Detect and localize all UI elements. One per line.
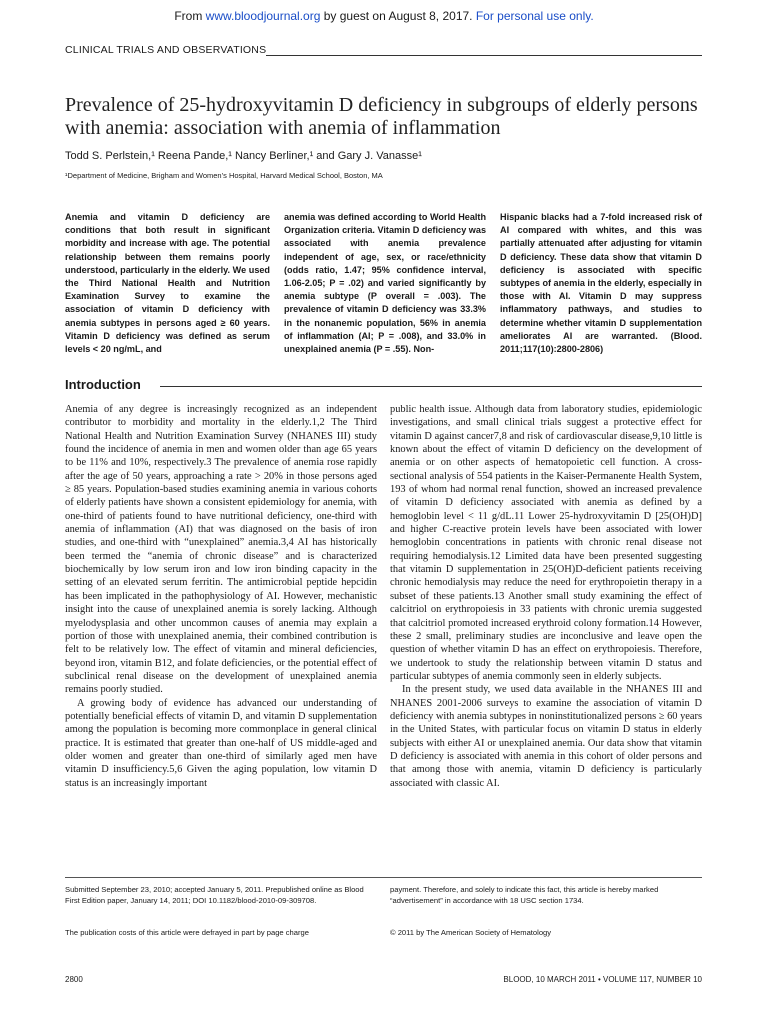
paragraph: public health issue. Although data from laboratory studies, epidemiologic investigations, and small clinical trials suggest a protective effect for vitamin D against cancer7,8 and risk of cardiovascular disease,9,10 little is known about the effect of vitamin D deficiency on the development of anemia or on other aspects of hematopoietic cell function. A cross-sectional analysis of 554 patients in the Kaiser-Permanente Health System, 193 of whom had normal renal function, showed an increased prevalence of vitamin D deficiency associated with anemia as defined by a hemoglobin level < 11 g/dL.11 Lower 25-hydroxyvitamin D [25(OH)D] and higher C-reactive protein levels have been associated with lower hemoglobin concentrations in patients with chronic renal disease not requiring hemodialysis.12 Limited data have been presented suggesting that vitamin D supplementation in 25(OH)D-deficient patients receiving chronic hemodialysis may reduce the need for erythropoietin therapy in a subset of these patients.13 Another small study examining the effect of calcitriol on erythropoiesis in 33 patients with chronic uremia suggested that calcitriol promoted increased erythroid colony formation.14 However, these 2 small, preliminary studies are inconclusive and leave open the question of whether vitamin D has an effect on erythropoiesis. Therefore, we undertook to study the relationship between vitamin D status and particular subtypes of anemia commonly seen in elderly subjects. <box>390 404 702 682</box>
abstract-column-3: Hispanic blacks had a 7-fold increased risk of AI compared with whites, and this was partially attenuated after adjusting for vitamin D deficiency. These data show that vitamin D deficiency is associated with specific subtypes of anemia in the elderly, especially in those with AI. Vitamin D may suppress inflammatory pathways, and studies to determine whether vitamin D supplementation ameliorates AI are warranted. (Blood. 2011;117(10):2800-2806) <box>500 212 702 355</box>
journal-reference: BLOOD, 10 MARCH 2011 • VOLUME 117, NUMBER 10 <box>503 975 702 984</box>
banner-middle: by guest on August 8, 2017. <box>320 9 476 23</box>
author-list: Todd S. Perlstein,¹ Reena Pande,¹ Nancy Berliner,¹ and Gary J. Vanasse¹ <box>65 150 422 162</box>
banner-prefix: From <box>174 9 206 23</box>
body-column-left <box>65 403 377 790</box>
paragraph: A growing body of evidence has advanced our understanding of potentially beneficial effects of vitamin D, and vitamin D supplementation among the population is becoming more commonplace in general clinical practice. It is estimated that greater than one-half of US middle-aged and older women and greater than one-third of similarly aged men have vitamin D insufficiency.5,6 Given the aging population, low vitamin D status is an increasingly important <box>65 697 377 789</box>
introduction-heading: Introduction <box>65 377 141 392</box>
advertisement-note: payment. Therefore, and solely to indicate this fact, this article is hereby marked “advertisement” in accordance with 18 USC section 1734. <box>390 885 659 905</box>
author-affiliation: ¹Department of Medicine, Brigham and Women’s Hospital, Harvard Medical School, Boston, MA <box>65 171 383 180</box>
download-banner <box>0 9 768 23</box>
abstract-column-2: anemia was defined according to World Health Organization criteria. Vitamin D deficiency was associated with anemia prevalence independent of age, sex, or race/ethnicity (odds ratio, 1.47; 95% confidence interval, 1.06-2.05; P = .02) and varied significantly by anemia subtype (P overall = .003). The prevalence of vitamin D deficiency was 33.3% in the nonanemic population, 56% in anemia of inflammation (AI; P = .008), and 33.0% in unexplained anemia (P = .55). Non- <box>284 212 486 355</box>
personal-use-link[interactable]: For personal use only. <box>475 9 594 23</box>
copyright-note: © 2011 by The American Society of Hematology <box>390 928 552 937</box>
publication-costs-note: The publication costs of this article were defrayed in part by page charge <box>65 928 309 937</box>
paragraph: In the present study, we used data available in the NHANES III and NHANES 2001-2006 surveys to examine the association of vitamin D deficiency with anemia subtypes in noninstitutionalized persons ≥ 60 years in the United States, with particular focus on vitamin D status in elderly subjects with either AI or unexplained anemia. Our data show that vitamin D deficiency is associated with anemia in this cohort of older persons and that among those with anemia, vitamin D deficiency is particularly associated with classic AI. <box>390 684 702 789</box>
journal-site-link[interactable]: www.bloodjournal.org <box>205 9 321 23</box>
paragraph: Anemia of any degree is increasingly recognized as an independent contributor to morbidity and mortality in the elderly.1,2 The Third National Health and Nutrition Examination Survey (NHANES III) study found the incidence of anemia in men and women older than age 65 years to be 11% and 10%, respectively.3 The prevalence of anemia rose rapidly after the age of 50 years, approaching a rate > 20% in those persons aged ≥ 85 years. Population-based studies examining anemia in various cohorts of elderly patients have shown a consistent epidemiology for anemia, with one-third of patients found to have nutritional deficiency, one-third with anemia of inflammation (AI) that was diagnosed on the basis of iron studies, and one-third with “unexplained” anemia.3,4 AI has historically been termed the “anemia of chronic disease” and is characterized biochemically by low serum iron and low iron binding capacity in the setting of an elevated serum ferritin. The antimicrobial peptide hepcidin has been implicated in the pathophysiology of AI. However, mechanistic insight into the cause of unexplained anemia is sorely lacking. Although myelodysplasia and other uncommon causes of anemia may explain a portion of those with unexplained anemia, their combined contribution is felt to be relatively low. The effect of vitamin and mineral deficiencies, beyond iron, vitamin B12, and folate deficiencies, or the potential effect of subclinical renal disease on the development of unexplained anemia remains poorly studied. <box>65 404 377 696</box>
footnote-divider <box>65 877 702 878</box>
submission-note: Submitted September 23, 2010; accepted January 5, 2011. Prepublished online as Blood First Edition paper, January 14, 2011; DOI 10.1182/blood-2010-09-309708. <box>65 885 364 905</box>
section-label: CLINICAL TRIALS AND OBSERVATIONS <box>65 44 267 56</box>
page-number: 2800 <box>65 975 83 984</box>
abstract-column-1: Anemia and vitamin D deficiency are conditions that both result in significant morbidity and increase with age. The potential relationship between them remains poorly understood, particularly in the elderly. We used the Third National Health and Nutrition Examination Survey to examine the association of vitamin D deficiency with anemia subtypes in persons aged ≥ 60 years. Vitamin D deficiency was defined as serum levels < 20 ng/mL, and <box>65 212 270 355</box>
body-column-right <box>390 403 702 790</box>
article-title: Prevalence of 25-hydroxyvitamin D deficiency in subgroups of elderly persons with anemia: association with anemia of inflammation <box>65 94 698 139</box>
section-divider <box>266 55 702 56</box>
introduction-divider <box>160 386 702 387</box>
